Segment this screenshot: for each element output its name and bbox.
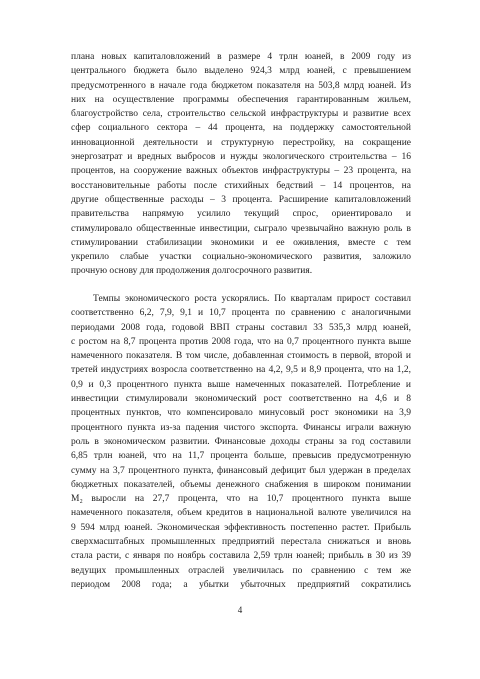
text-line: прочную основу для продолжения долгосрочного развития. (71, 266, 313, 277)
text-line: предусмотренного в начале года бюджетом показателя на 503,8 млрд юаней. Из (71, 80, 411, 91)
paragraph-2 (71, 292, 411, 592)
text-line: процентных пунктов, что компенсировало минусовый рост экономики на 3,9 (71, 408, 411, 419)
text-line: восстановительные работы после стихийных бедствий – 14 процентов, на (71, 180, 411, 191)
text-line: 9 594 млрд юаней. Экономическая эффективность постепенно растет. Прибыль (71, 522, 411, 533)
text-line: периодами 2008 года, годовой ВВП страны составил 33 535,3 млрд юаней, (71, 322, 411, 333)
text-line: соответственно 6,2, 7,9, 9,1 и 10,7 процента по сравнению с аналогичными (71, 308, 411, 319)
text-line: сфер социального сектора – 44 процента, на поддержку самостоятельной (71, 123, 411, 134)
text-line: роль в экономическом развитии. Финансовые доходы страны за год составили (71, 436, 411, 447)
text-line: стимулировало общественные инвестиции, сыграло чрезвычайно важную роль в (71, 223, 411, 234)
text-line: них на осуществление программы обеспечения гарантированным жильем, (71, 94, 411, 105)
text-line: намеченного показателя, объем кредитов в национальной валюте увеличился на (71, 508, 411, 519)
text-line: процентного пункта из-за падения чистого экспорта. Финансы играли важную (71, 422, 411, 433)
text-line: инновационной деятельности и структурную перестройку, на сокращение (71, 137, 411, 148)
text-line: бюджетных показателей, объемы денежного снабжения в широком понимании (71, 479, 411, 490)
text-line: M₂ выросли на 27,7 процента, что на 10,7 процентного пункта выше (71, 494, 411, 505)
text-line: ведущих промышленных отраслей увеличилась по сравнению с тем же (71, 565, 411, 576)
text-line: стимулировании стабилизации экономики и ее оживления, вместе с тем (71, 237, 411, 248)
text-line: процентов, на сооружение важных объектов инфраструктуры – 23 процента, на (71, 166, 411, 177)
text-line: стала расти, с января по ноябрь составила 2,59 трлн юаней; прибыль в 30 из 39 (71, 551, 411, 562)
text-line: другие общественные расходы – 3 процента. Расширение капиталовложений (71, 194, 411, 205)
text-line: периодом 2008 года; а убытки убыточных предприятий сократились (71, 579, 411, 590)
text-line: с ростом на 8,7 процента против 2008 года, что на 0,7 процентного пункта выше (71, 336, 411, 347)
text-line: правительства напрямую усилило текущий спрос, ориентировало и (71, 209, 411, 220)
text-line: сверхмасштабных промышленных предприятий перестала снижаться и вновь (71, 537, 411, 548)
text-line: намеченного показателя. В том числе, добавленная стоимость в первой, второй и (71, 351, 411, 362)
text-line: центрального бюджета было выделено 924,3 млрд юаней, с превышением (71, 66, 411, 77)
text-line: плана новых капиталовложений в размере 4 трлн юаней, в 2009 году из (71, 52, 411, 62)
text-line: благоустройство села, строительство сельской инфраструктуры и развитие всех (71, 109, 411, 120)
text-line: третей индустриях возросла соответственно на 4,2, 9,5 и 8,9 процента, что на 1,2, (71, 365, 411, 376)
paragraph-1 (71, 50, 411, 279)
text-line: 6,85 трлн юаней, что на 11,7 процента больше, превысив предусмотренную (71, 451, 411, 462)
text-line: Темпы экономического роста ускорялись. По кварталам прирост составил (93, 294, 411, 304)
text-line: энергозатрат и вредных выбросов и нужды экологического строительства – 16 (71, 152, 411, 163)
text-line: 0,9 и 0,3 процентного пункта выше намеченных показателей. Потребление и (71, 379, 411, 390)
text-line: инвестиции стимулировали экономический рост соответственно на 4,6 и 8 (71, 394, 411, 405)
page-number: 4 (237, 605, 243, 615)
text-line: сумму на 3,7 процентного пункта, финансовый дефицит был удержан в пределах (71, 465, 411, 476)
text-line: укрепило слабые участки социально-экономического развития, заложило (71, 252, 411, 263)
